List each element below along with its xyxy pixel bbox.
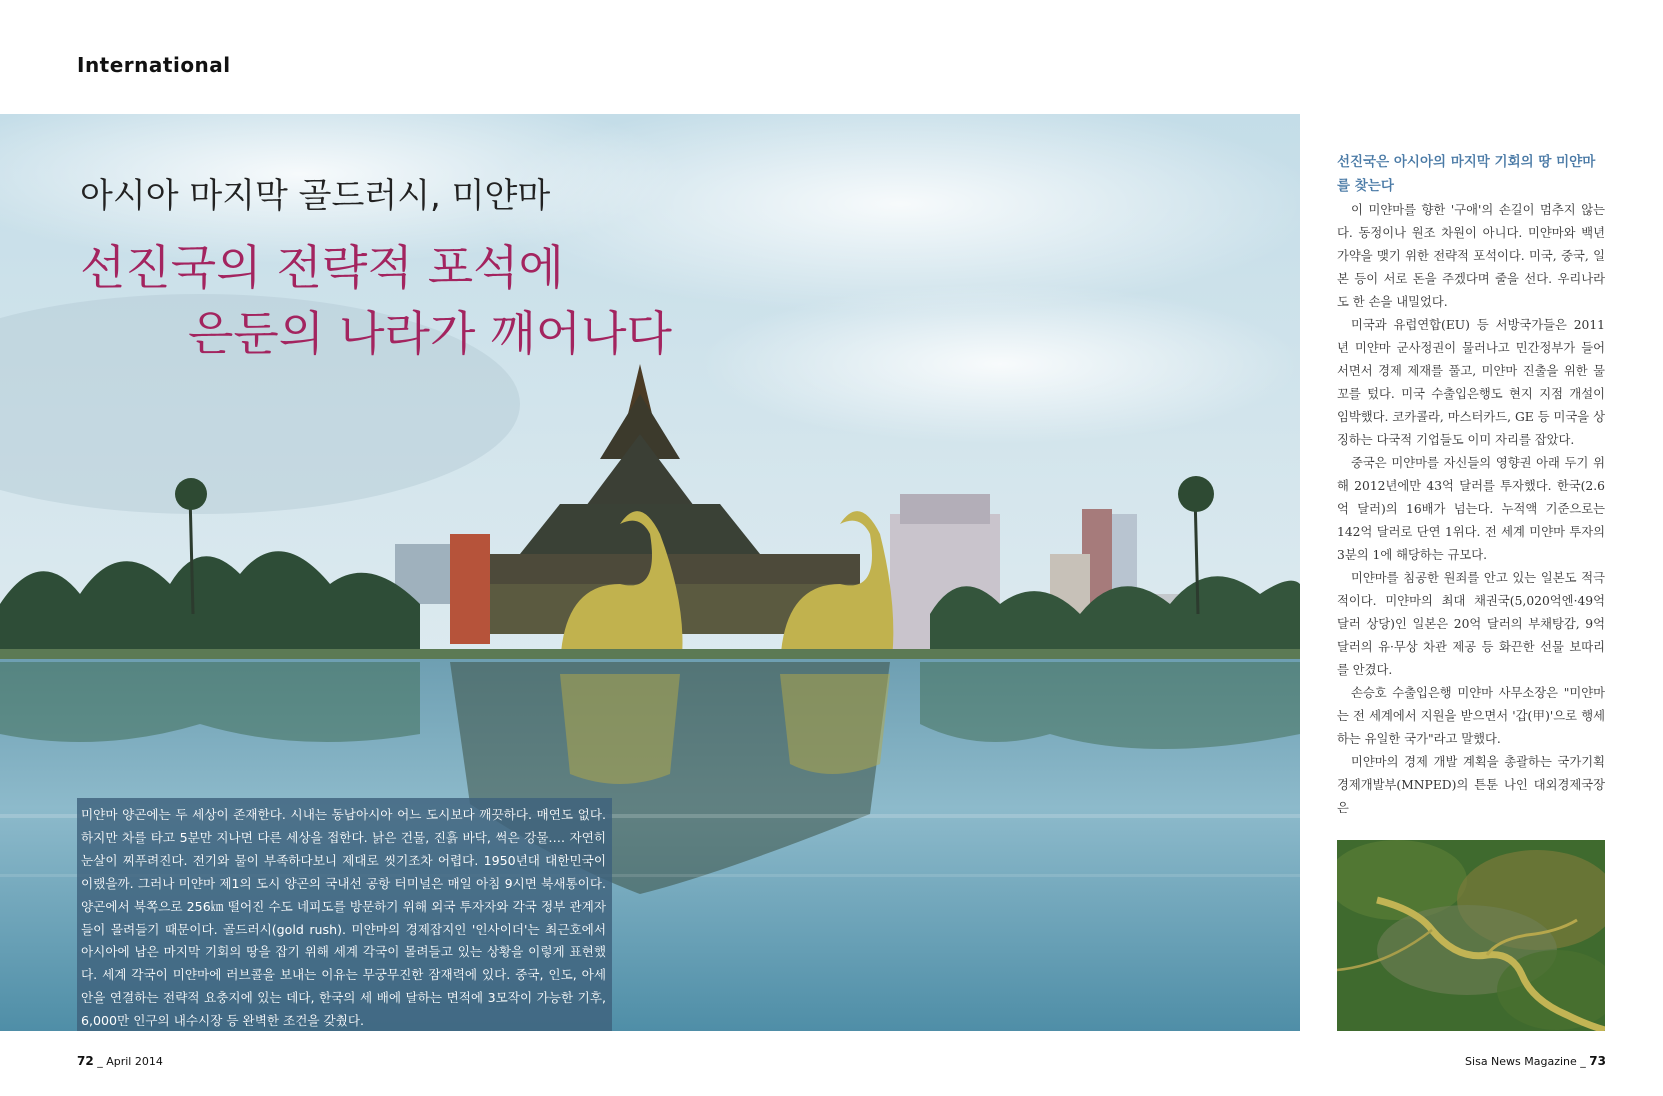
article-paragraph: 미얀마를 침공한 원죄를 안고 있는 일본도 적극적이다. 미얀마의 최대 채권국(5,020억엔·49억 달러 상당)인 일본은 20억 달러의 부채탕감, 9억 달러의 유·무상 차관 제공 등 화끈한 선물 보따리를 안겼다. (1337, 571, 1605, 677)
article-paragraph: 이 미얀마를 향한 '구애'의 손길이 멈추지 않는다. 동정이나 원조 차원이 아니다. 미얀마와 백년가약을 맺기 위한 전략적 포석이다. 미국, 중국, 일본 등이 서로 돈을 주겠다며 줄을 선다. 우리나라도 한 손을 내밀었다. (1337, 203, 1605, 309)
kicker-title: 아시아 마지막 골드러시, 미얀마 (80, 176, 551, 216)
article-column (1337, 150, 1605, 820)
page-number-left: 72 (77, 1054, 94, 1068)
headline-line-2: 은둔의 나라가 깨어나다 (188, 307, 672, 362)
issue-date: _ April 2014 (97, 1055, 163, 1068)
headline (80, 236, 672, 368)
article-paragraph: 미얀마의 경제 개발 계획을 총괄하는 국가기획경제개발부(MNPED)의 튼툰 나인 대외경제국장은 (1337, 755, 1605, 815)
page-number-right: 73 (1589, 1054, 1606, 1068)
article-paragraph: 중국은 미얀마를 자신들의 영향권 아래 두기 위해 2012년에만 43억 달러를 투자했다. 한국(2.6억 달러)의 16배가 넘는다. 누적액 기준으로는 142억 달러로 단연 1위다. 전 세계 미얀마 투자의 3분의 1에 해당하는 규모다. (1337, 456, 1605, 562)
intro-caption-box (77, 798, 612, 1031)
article-paragraph: 손승호 수출입은행 미얀마 사무소장은 "미얀마는 전 세계에서 지원을 받으면서 '갑(甲)'으로 행세하는 유일한 국가"라고 말했다. (1337, 686, 1605, 746)
satellite-map-photo (1337, 840, 1605, 1031)
folio-right (1465, 1054, 1606, 1068)
article-subhead: 선진국은 아시아의 마지막 기회의 땅 미얀마를 찾는다 (1337, 154, 1596, 194)
section-label: International (77, 53, 231, 77)
folio-left (77, 1054, 163, 1068)
intro-caption-text: 미얀마 양곤에는 두 세상이 존재한다. 시내는 동남아시아 어느 도시보다 깨끗하다. 매연도 없다. 하지만 차를 타고 5분만 지나면 다른 세상을 접한다. 낡은 건물, 진흙 바닥, 썩은 강물…. 자연히 눈살이 찌푸려진다. 전기와 물이 부족하다보니 제대로 씻기조차 어렵다. 1950년대 대한민국이 이랬을까. 그러나 미얀마 제1의 도시 양곤의 국내선 공항 터미널은 매일 아침 9시면 북새통이다. 양곤에서 북쪽으로 256㎞ 떨어진 수도 네피도를 방문하기 위해 외국 투자자와 각국 정부 관계자들이 몰려들기 때문이다. 골드러시(gold rush). 미얀마의 경제잡지인 '인사이더'는 최근호에서 아시아에 남은 마지막 기회의 땅을 잡기 위해 세계 각국이 몰려들고 있는 상황을 이렇게 표현했다. 세계 각국이 미얀마에 러브콜을 보내는 이유는 무궁무진한 잠재력에 있다. 중국, 인도, 아세안을 연결하는 전략적 요충지에 있는 데다, 한국의 세 배에 달하는 면적에 3모작이 가능한 기후, 6,000만 인구의 내수시장 등 완벽한 조건을 갖췄다. (81, 807, 606, 1029)
magazine-name: Sisa News Magazine _ (1465, 1055, 1586, 1068)
article-paragraph: 미국과 유럽연합(EU) 등 서방국가들은 2011년 미얀마 군사정권이 물러나고 민간정부가 들어서면서 경제 제재를 풀고, 미얀마 진출을 위한 물꼬를 텄다. 미국 수출입은행도 현지 지점 개설이 임박했다. 코카콜라, 마스터카드, GE 등 미국을 상징하는 다국적 기업들도 이미 자리를 잡았다. (1337, 318, 1605, 447)
headline-line-1: 선진국의 전략적 포석에 (80, 241, 564, 296)
